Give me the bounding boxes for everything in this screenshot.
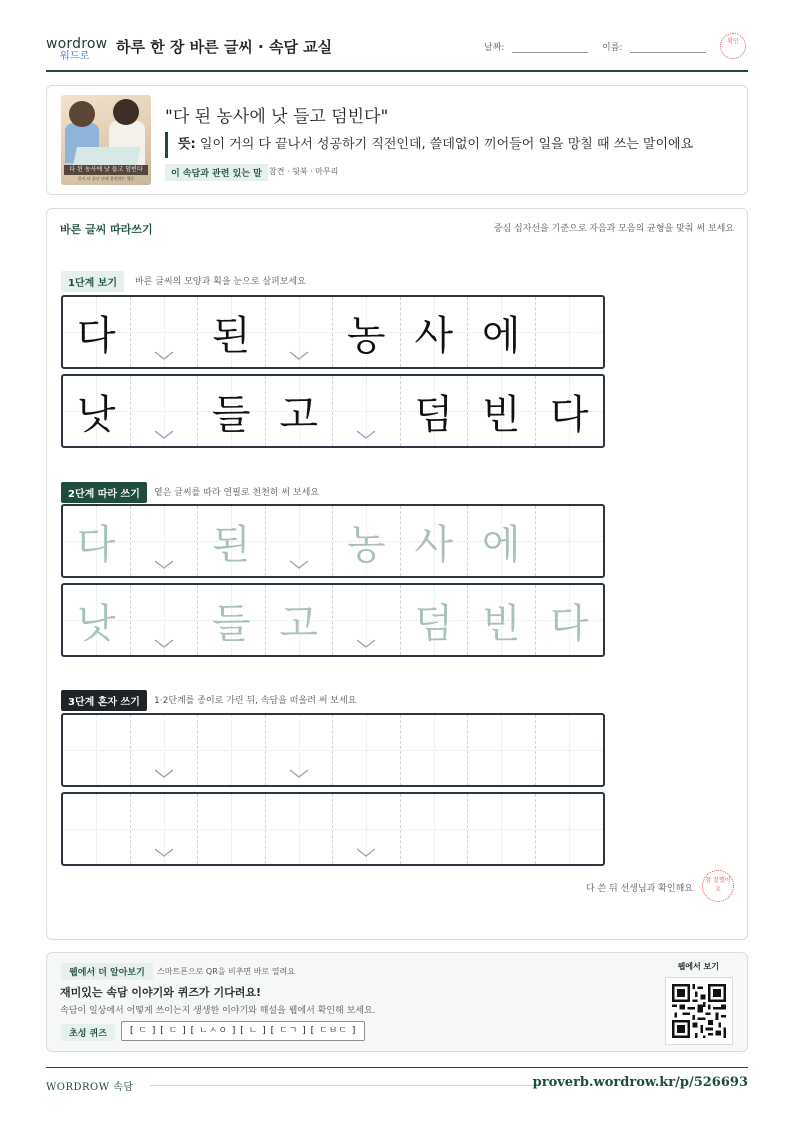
empty-writing-cell bbox=[131, 297, 199, 367]
empty-writing-cell[interactable] bbox=[333, 715, 401, 785]
empty-writing-cell[interactable] bbox=[198, 715, 266, 785]
proverb-text: "다 된 농사에 낫 들고 덤빈다" bbox=[165, 107, 389, 127]
practice-title: 바른 글씨 따라쓰기 bbox=[60, 223, 153, 236]
cell-character: 농 bbox=[346, 312, 386, 359]
cell-character: 덤 bbox=[414, 600, 454, 647]
space-chevron-icon bbox=[154, 560, 174, 570]
teacher-check-note: 다 쓴 뒤 선생님과 확인해요 bbox=[585, 884, 693, 894]
proverb-illustration bbox=[61, 95, 151, 185]
space-chevron-icon bbox=[289, 560, 309, 570]
writing-cell bbox=[401, 376, 469, 446]
space-chevron-icon bbox=[154, 848, 174, 858]
web-more-box bbox=[46, 952, 748, 1052]
empty-writing-cell[interactable] bbox=[536, 715, 604, 785]
writing-cell[interactable] bbox=[333, 506, 401, 576]
empty-writing-cell[interactable] bbox=[266, 506, 334, 576]
step1-row-2 bbox=[61, 374, 605, 448]
writing-cell bbox=[63, 297, 131, 367]
step2-row-1[interactable] bbox=[61, 504, 605, 578]
web-more-badge: 웹에서 더 알아보기 bbox=[61, 963, 153, 980]
writing-cell[interactable] bbox=[63, 585, 131, 655]
good-job-stamp-icon bbox=[702, 870, 734, 902]
writing-cell bbox=[401, 297, 469, 367]
cell-character: 다 bbox=[549, 600, 589, 647]
space-chevron-icon bbox=[154, 351, 174, 361]
proverb-meaning bbox=[165, 132, 693, 158]
page-footer bbox=[46, 1067, 748, 1093]
empty-writing-cell[interactable] bbox=[63, 715, 131, 785]
writing-cell bbox=[63, 376, 131, 446]
footer-url[interactable]: proverb.wordrow.kr/p/526693 bbox=[532, 1075, 748, 1090]
writing-cell[interactable] bbox=[266, 585, 334, 655]
empty-writing-cell bbox=[266, 297, 334, 367]
writing-cell[interactable] bbox=[63, 506, 131, 576]
logo-text: wordrow bbox=[46, 36, 108, 52]
empty-writing-cell[interactable] bbox=[131, 794, 199, 864]
writing-cell bbox=[333, 297, 401, 367]
illustration-subcaption: 일이 다 끝난 뒤에 참견하는 행동 bbox=[77, 176, 135, 181]
empty-writing-cell bbox=[131, 376, 199, 446]
wordrow-logo bbox=[46, 36, 108, 62]
cell-character: 낫 bbox=[76, 600, 116, 647]
qr-hint: 스마트폰으로 QR을 비추면 바로 열려요 bbox=[157, 967, 295, 976]
cell-character: 다 bbox=[549, 391, 589, 438]
space-chevron-icon bbox=[154, 769, 174, 779]
page-header bbox=[46, 30, 748, 72]
space-chevron-icon bbox=[289, 769, 309, 779]
practice-hint: 중심 십자선을 기준으로 자음과 모음의 균형을 맞춰 써 보세요 bbox=[493, 224, 734, 234]
cell-character: 빈 bbox=[481, 600, 521, 647]
empty-writing-cell[interactable] bbox=[266, 715, 334, 785]
step1-row-1 bbox=[61, 295, 605, 369]
cell-character: 된 bbox=[211, 521, 251, 568]
step2-hint: 옅은 글씨를 따라 연필로 천천히 써 보세요 bbox=[154, 488, 319, 498]
writing-cell[interactable] bbox=[536, 585, 604, 655]
quiz-label: 초성 퀴즈 bbox=[61, 1024, 115, 1041]
empty-writing-cell[interactable] bbox=[536, 506, 604, 576]
empty-writing-cell[interactable] bbox=[468, 794, 536, 864]
confirm-stamp-text: 확인 bbox=[727, 38, 739, 45]
empty-writing-cell[interactable] bbox=[401, 794, 469, 864]
step1-badge: 1단계 보기 bbox=[61, 271, 124, 292]
writing-cell bbox=[468, 376, 536, 446]
name-field[interactable] bbox=[602, 40, 706, 53]
cell-character: 들 bbox=[211, 391, 251, 438]
writing-cell[interactable] bbox=[401, 506, 469, 576]
space-chevron-icon bbox=[356, 848, 376, 858]
space-chevron-icon bbox=[154, 639, 174, 649]
writing-cell[interactable] bbox=[401, 585, 469, 655]
meaning-label: 뜻: bbox=[178, 137, 196, 152]
step3-row-2[interactable] bbox=[61, 792, 605, 866]
date-field[interactable] bbox=[484, 40, 588, 53]
cell-character: 낫 bbox=[76, 391, 116, 438]
cell-character: 다 bbox=[76, 312, 116, 359]
cell-character: 고 bbox=[279, 600, 319, 647]
cell-character: 사 bbox=[414, 312, 454, 359]
cell-character: 빈 bbox=[481, 391, 521, 438]
step2-badge: 2단계 따라 쓰기 bbox=[61, 482, 147, 503]
step3-row-1[interactable] bbox=[61, 713, 605, 787]
writing-cell bbox=[198, 297, 266, 367]
writing-cell bbox=[468, 297, 536, 367]
cell-character: 덤 bbox=[414, 391, 454, 438]
meaning-text: 일이 거의 다 끝나서 성공하기 직전인데, 쓸데없이 끼어들어 일을 망칠 때 쓰는 말이에요 bbox=[199, 137, 694, 152]
cell-character: 농 bbox=[346, 521, 386, 568]
space-chevron-icon bbox=[289, 351, 309, 361]
date-label: 날짜: bbox=[484, 43, 505, 53]
name-label: 이름: bbox=[602, 43, 623, 53]
empty-writing-cell[interactable] bbox=[401, 715, 469, 785]
empty-writing-cell bbox=[536, 297, 604, 367]
empty-writing-cell[interactable] bbox=[333, 585, 401, 655]
practice-section bbox=[46, 208, 748, 940]
name-line bbox=[630, 43, 706, 53]
step2-row-2[interactable] bbox=[61, 583, 605, 657]
empty-writing-cell[interactable] bbox=[333, 794, 401, 864]
cell-character: 들 bbox=[211, 600, 251, 647]
qr-code-icon[interactable] bbox=[665, 977, 733, 1045]
empty-writing-cell[interactable] bbox=[131, 715, 199, 785]
related-words: 참견 · 뒷북 · 마무리 bbox=[269, 167, 339, 176]
footer-brand: WORDROW 속담 bbox=[46, 1082, 134, 1093]
empty-writing-cell[interactable] bbox=[63, 794, 131, 864]
cell-character: 다 bbox=[76, 521, 116, 568]
writing-cell[interactable] bbox=[468, 506, 536, 576]
proverb-card bbox=[46, 85, 748, 195]
writing-cell bbox=[198, 376, 266, 446]
writing-cell[interactable] bbox=[198, 585, 266, 655]
footer-divider bbox=[150, 1085, 538, 1086]
step3-badge: 3단계 혼자 쓰기 bbox=[61, 690, 147, 711]
writing-cell[interactable] bbox=[468, 585, 536, 655]
cell-character: 에 bbox=[481, 521, 521, 568]
date-line bbox=[512, 43, 588, 53]
empty-writing-cell[interactable] bbox=[468, 715, 536, 785]
web-headline: 재미있는 속담 이야기와 퀴즈가 기다려요! bbox=[60, 986, 261, 999]
good-job-stamp-text: 참 잘했어요 bbox=[705, 877, 731, 893]
step1-hint: 바른 글씨의 모양과 획을 눈으로 살펴보세요 bbox=[135, 277, 306, 287]
empty-writing-cell[interactable] bbox=[536, 794, 604, 864]
cell-character: 된 bbox=[211, 312, 251, 359]
space-chevron-icon bbox=[154, 430, 174, 440]
cell-character: 사 bbox=[414, 521, 454, 568]
space-chevron-icon bbox=[356, 430, 376, 440]
related-words-label: 이 속담과 관련 있는 말 bbox=[165, 164, 268, 181]
empty-writing-cell bbox=[333, 376, 401, 446]
step3-hint: 1·2단계를 종이로 가린 뒤, 속담을 떠올려 써 보세요 bbox=[154, 696, 357, 706]
empty-writing-cell[interactable] bbox=[198, 794, 266, 864]
qr-label: 웹에서 보기 bbox=[677, 962, 719, 971]
writing-cell[interactable] bbox=[198, 506, 266, 576]
empty-writing-cell[interactable] bbox=[131, 506, 199, 576]
empty-writing-cell[interactable] bbox=[131, 585, 199, 655]
writing-cell bbox=[536, 376, 604, 446]
web-description: 속담이 일상에서 어떻게 쓰이는지 생생한 이야기와 해설을 웹에서 확인해 보세요. bbox=[60, 1006, 376, 1016]
confirm-stamp-icon bbox=[720, 33, 746, 59]
writing-cell bbox=[266, 376, 334, 446]
page-title: 하루 한 장 바른 글씨 · 속담 교실 bbox=[116, 38, 333, 56]
chosung-quiz: [ ㄷ ] [ ㄷ ] [ ㄴㅅㅇ ] [ ㄴ ] [ ㄷㄱ ] [ ㄷㅂㄷ ] bbox=[121, 1021, 365, 1041]
logo-subtext: 워드로 bbox=[60, 51, 90, 62]
cell-character: 에 bbox=[481, 312, 521, 359]
cell-character: 고 bbox=[279, 391, 319, 438]
space-chevron-icon bbox=[356, 639, 376, 649]
illustration-caption: 다 된 농사에 낫 들고 덤빈다 bbox=[64, 165, 148, 175]
empty-writing-cell[interactable] bbox=[266, 794, 334, 864]
